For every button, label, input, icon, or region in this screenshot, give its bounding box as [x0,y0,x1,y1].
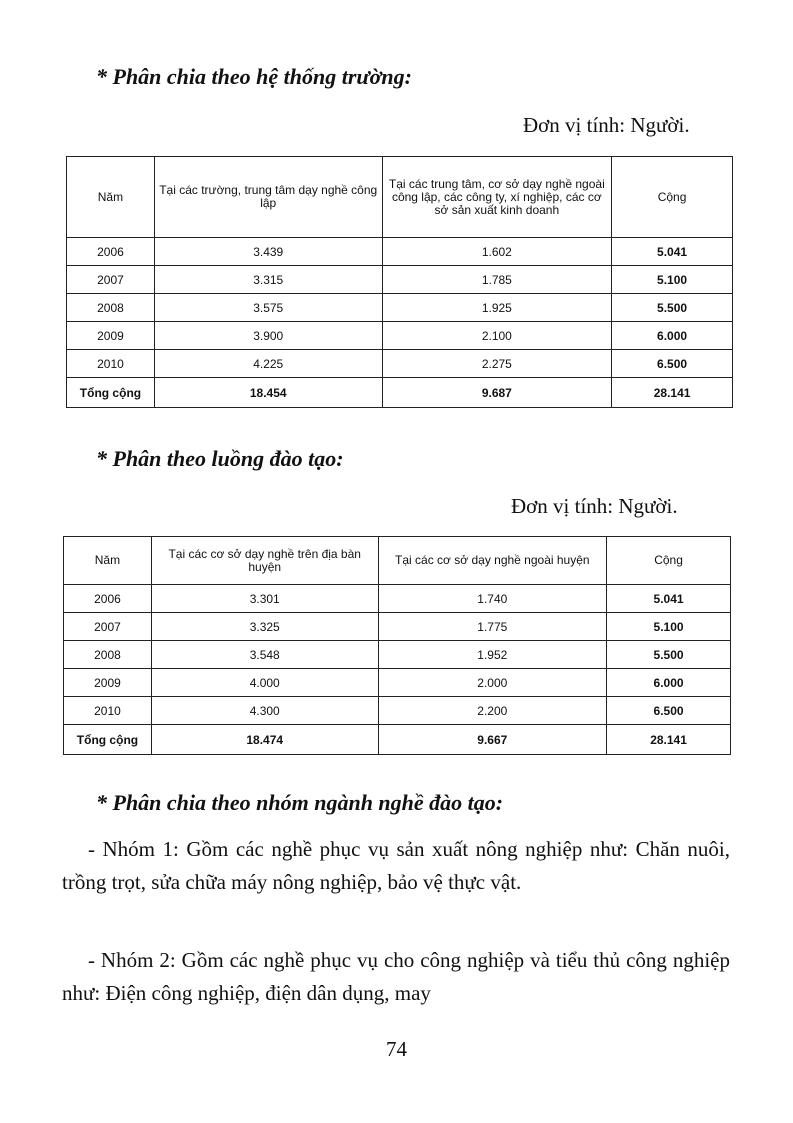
table-row [67,350,733,378]
value-cell: 18.454 [154,378,382,408]
table-row [64,697,731,725]
year-cell: 2010 [67,350,155,378]
total-cell: 6.500 [612,350,733,378]
year-cell: 2006 [67,238,155,266]
table-row [67,238,733,266]
value-cell: 1.952 [378,641,607,669]
total-cell: 6.500 [607,697,731,725]
table-row [67,266,733,294]
total-label-cell: Tổng cộng [67,378,155,408]
col-local-header: Tại các cơ sở dạy nghề trên địa bàn huyện [151,537,378,585]
year-cell: 2010 [64,697,152,725]
table-row [64,613,731,641]
table-header-row [64,537,731,585]
value-cell: 3.315 [154,266,382,294]
total-label-cell: Tổng cộng [64,725,152,755]
value-cell: 9.667 [378,725,607,755]
year-cell: 2009 [67,322,155,350]
total-cell: 5.500 [607,641,731,669]
year-cell: 2007 [67,266,155,294]
table-row [64,585,731,613]
table-total-row [67,378,733,408]
year-cell: 2008 [64,641,152,669]
total-cell: 5.100 [607,613,731,641]
training-stream-table [63,536,731,755]
col-public-header: Tại các trường, trung tâm dạy nghề công lập [154,157,382,238]
paragraph-group-2 [62,944,730,1010]
value-cell: 1.740 [378,585,607,613]
school-system-table [66,156,733,408]
paragraph-group-1 [62,833,730,899]
value-cell: 1.775 [378,613,607,641]
paragraph-text: - Nhóm 1: Gồm các nghề phục vụ sản xuất nông nghiệp như: Chăn nuôi, trồng trọt, sửa chữa máy nông nghiệp, bảo vệ thực vật. [62,837,730,894]
total-cell: 5.100 [612,266,733,294]
page-number: 74 [386,1037,407,1061]
value-cell: 3.575 [154,294,382,322]
value-cell: 2.000 [378,669,607,697]
value-cell: 2.275 [382,350,612,378]
value-cell: 9.687 [382,378,612,408]
year-cell: 2009 [64,669,152,697]
col-year-header: Năm [67,157,155,238]
table-total-row [64,725,731,755]
value-cell: 2.200 [378,697,607,725]
year-cell: 2006 [64,585,152,613]
value-cell: 2.100 [382,322,612,350]
value-cell: 3.301 [151,585,378,613]
total-cell: 6.000 [607,669,731,697]
value-cell: 4.225 [154,350,382,378]
table-header-row [67,157,733,238]
col-outside-header: Tại các cơ sở dạy nghề ngoài huyện [378,537,607,585]
table-row [67,322,733,350]
value-cell: 4.300 [151,697,378,725]
section1-unit: Đơn vị tính: Người. [523,113,690,137]
table-row [67,294,733,322]
value-cell: 3.548 [151,641,378,669]
value-cell: 1.602 [382,238,612,266]
section1-heading: * Phân chia theo hệ thống trường: [96,64,412,89]
section2-heading: * Phân theo luồng đào tạo: [96,446,344,471]
total-cell: 6.000 [612,322,733,350]
section3-heading: * Phân chia theo nhóm ngành nghề đào tạo: [96,790,504,815]
total-cell: 5.041 [607,585,731,613]
year-cell: 2008 [67,294,155,322]
year-cell: 2007 [64,613,152,641]
total-cell: 5.500 [612,294,733,322]
value-cell: 3.439 [154,238,382,266]
col-total-header: Cộng [607,537,731,585]
paragraph-text: - Nhóm 2: Gồm các nghề phục vụ cho công nghiệp và tiểu thủ công nghiệp như: Điện công nghiệp, điện dân dụng, may [62,948,730,1005]
col-total-header: Cộng [612,157,733,238]
value-cell: 3.325 [151,613,378,641]
col-year-header: Năm [64,537,152,585]
section2-unit: Đơn vị tính: Người. [511,494,678,518]
total-cell: 28.141 [612,378,733,408]
value-cell: 18.474 [151,725,378,755]
col-private-header: Tại các trung tâm, cơ sở dạy nghề ngoài công lập, các công ty, xí nghiệp, các cơ sở sản xuất kinh doanh [382,157,612,238]
value-cell: 1.785 [382,266,612,294]
value-cell: 3.900 [154,322,382,350]
total-cell: 28.141 [607,725,731,755]
table-row [64,641,731,669]
value-cell: 1.925 [382,294,612,322]
table-row [64,669,731,697]
value-cell: 4.000 [151,669,378,697]
total-cell: 5.041 [612,238,733,266]
